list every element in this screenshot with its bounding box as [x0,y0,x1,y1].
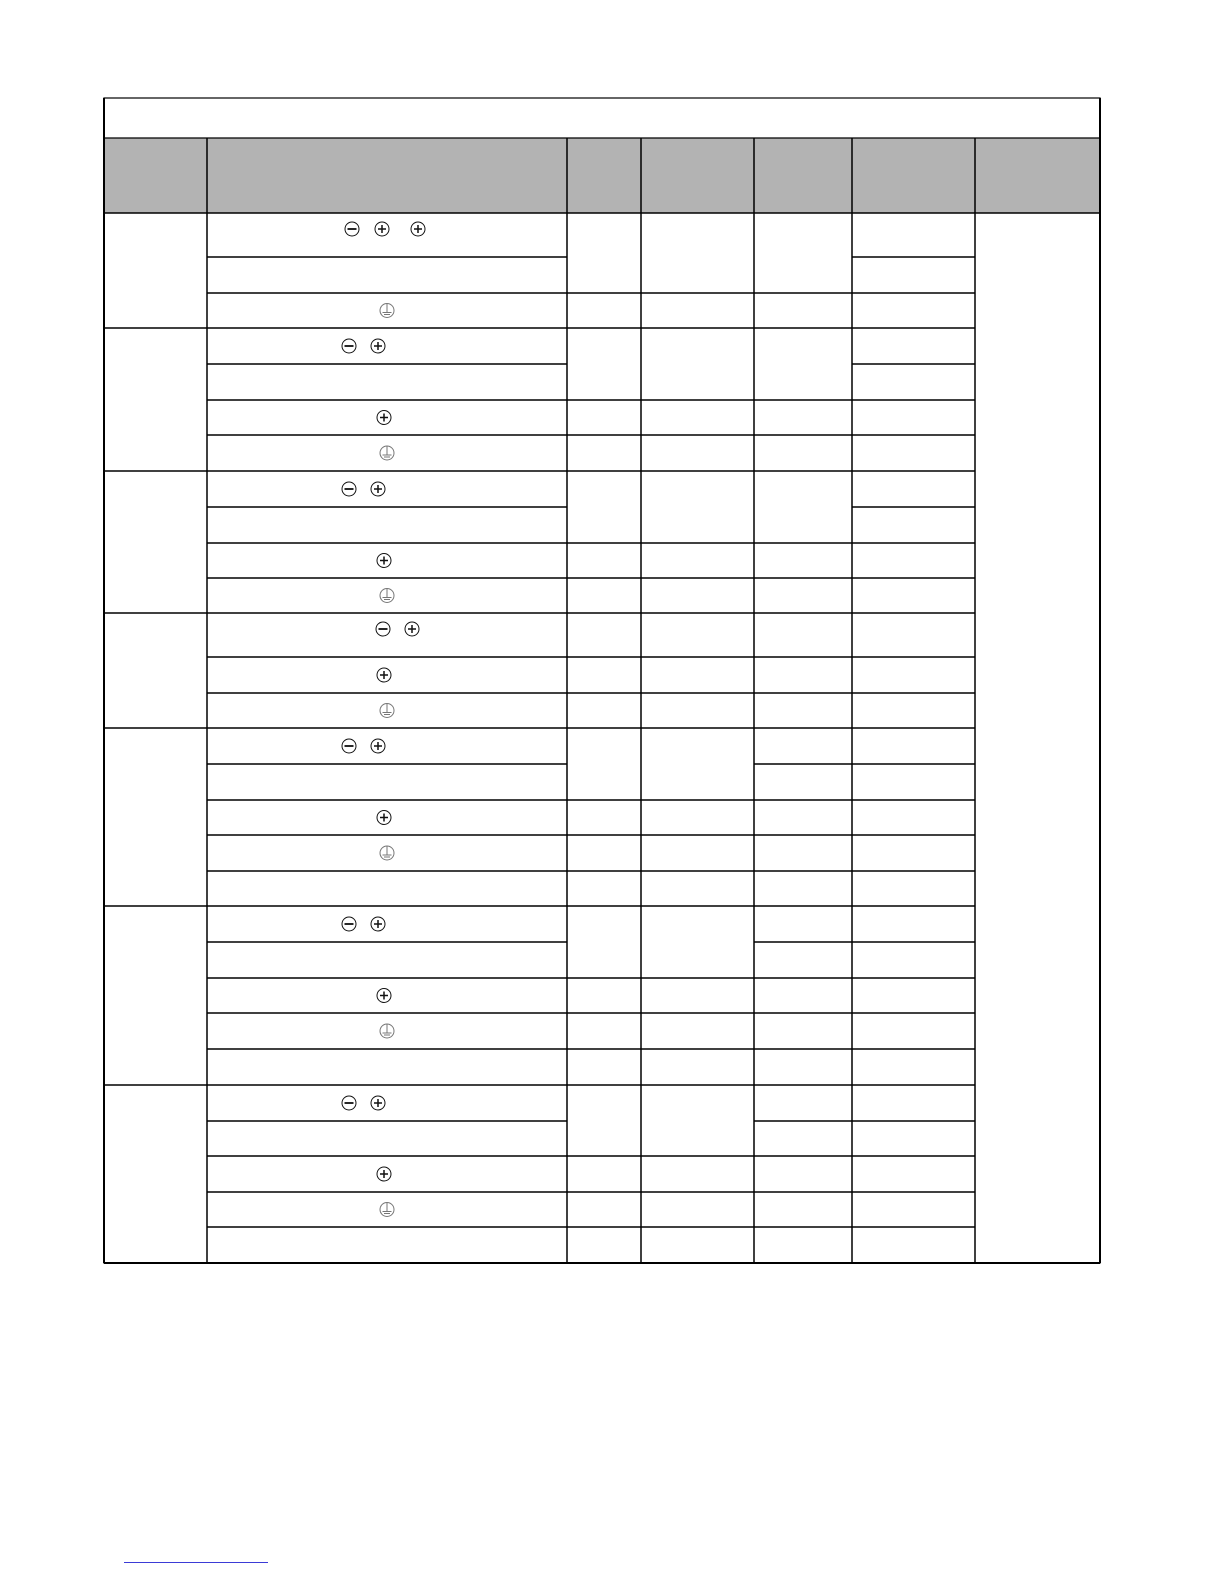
ground-icon [380,304,394,318]
plus-circle-icon [377,811,391,825]
header-row-fill [104,138,1100,213]
plus-circle-icon [375,222,389,236]
plus-circle-icon [371,482,385,496]
minus-circle-icon [345,222,359,236]
table-frame [104,98,1100,1263]
plus-circle-icon [377,554,391,568]
ground-icon [380,846,394,860]
plus-circle-icon [411,222,425,236]
plus-circle-icon [371,917,385,931]
minus-circle-icon [342,1096,356,1110]
plus-circle-icon [377,1167,391,1181]
ground-icon [380,589,394,603]
plus-circle-icon [371,339,385,353]
plus-circle-icon [371,1096,385,1110]
footer-link[interactable] [124,1550,268,1563]
minus-circle-icon [342,917,356,931]
minus-circle-icon [376,622,390,636]
minus-circle-icon [342,482,356,496]
plus-circle-icon [377,668,391,682]
ground-icon [380,704,394,718]
ground-icon [380,1024,394,1038]
plus-circle-icon [405,622,419,636]
plus-circle-icon [377,411,391,425]
minus-circle-icon [342,339,356,353]
minus-circle-icon [342,739,356,753]
ground-icon [380,1203,394,1217]
plus-circle-icon [371,739,385,753]
plus-circle-icon [377,989,391,1003]
ground-icon [380,446,394,460]
